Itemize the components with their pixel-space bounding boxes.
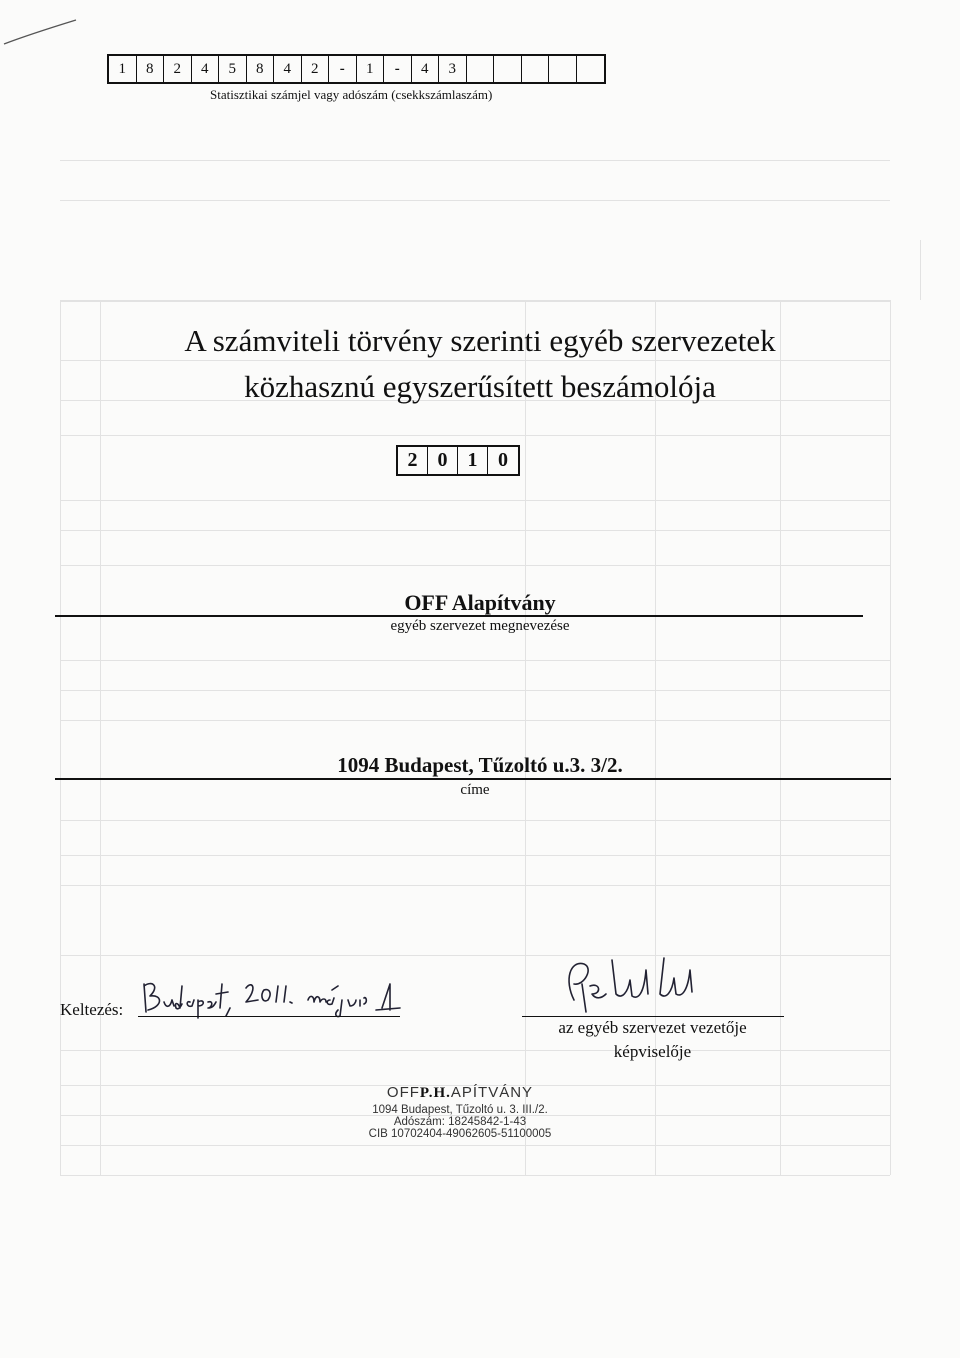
tax-separator: - [384, 56, 412, 82]
stamp-ph-mark: P.H. [419, 1085, 451, 1101]
organization-name: OFF Alapítvány [404, 590, 556, 615]
tax-digit: 2 [302, 56, 330, 82]
tax-separator: - [329, 56, 357, 82]
tax-digit-empty [467, 56, 495, 82]
signer-caption-line-2: képviselője [613, 1042, 692, 1061]
tax-digit: 5 [219, 56, 247, 82]
stamp-line-1 [330, 1084, 590, 1102]
handwritten-date [138, 972, 408, 1022]
organization-name-caption: egyéb szervezet megnevezése [390, 618, 570, 634]
organization-address-underline [55, 778, 891, 780]
organization-address-caption: címe [460, 782, 490, 798]
tax-digit: 4 [192, 56, 220, 82]
signature-underline [522, 1016, 784, 1017]
date-underline [138, 1016, 400, 1017]
tax-digit: 1 [109, 56, 137, 82]
tax-digit: 2 [164, 56, 192, 82]
signature [560, 940, 720, 1020]
tax-digit-empty [522, 56, 550, 82]
year-digit: 2 [398, 447, 428, 474]
organization-address: 1094 Budapest, Tűzoltó u.3. 3/2. [337, 753, 623, 777]
year-digit: 0 [498, 449, 508, 471]
tax-number-boxes [107, 54, 606, 84]
year-digit: 1 [458, 447, 488, 474]
stamp-bank-account: CIB 10702404-49062605-51100005 [368, 1128, 552, 1140]
organization-name-underline [55, 615, 863, 617]
tax-number-caption: Statisztikai számjel vagy adószám (csekkszámlaszám) [210, 87, 493, 102]
organization-stamp [330, 1084, 590, 1140]
tax-digit: 4 [412, 56, 440, 82]
stamp-address: 1094 Budapest, Tűzoltó u. 3. III./2. [372, 1104, 548, 1116]
tax-digit-empty [577, 56, 605, 82]
stamp-org-suffix: APÍTVÁNY [450, 1084, 534, 1101]
year-digit: 0 [428, 447, 458, 474]
tax-digit: 3 [439, 56, 467, 82]
pen-mark [0, 10, 90, 50]
signer-caption-line-1: az egyéb szervezet vezetője [558, 1018, 747, 1037]
tax-digit: 1 [357, 56, 385, 82]
document-title-line-1: A számviteli törvény szerinti egyéb szervezetek [184, 323, 776, 358]
stamp-tax-number: Adószám: 18245842-1-43 [393, 1116, 527, 1128]
document-title-line-2: közhasznú egyszerűsített beszámolója [244, 369, 716, 404]
date-label: Keltezés: [60, 1000, 124, 1019]
tax-digit-empty [494, 56, 522, 82]
tax-digit: 8 [137, 56, 165, 82]
tax-digit: 8 [247, 56, 275, 82]
tax-digit-empty [549, 56, 577, 82]
year-boxes [396, 445, 520, 476]
tax-digit: 4 [274, 56, 302, 82]
stamp-org-prefix: OFF [386, 1084, 420, 1101]
